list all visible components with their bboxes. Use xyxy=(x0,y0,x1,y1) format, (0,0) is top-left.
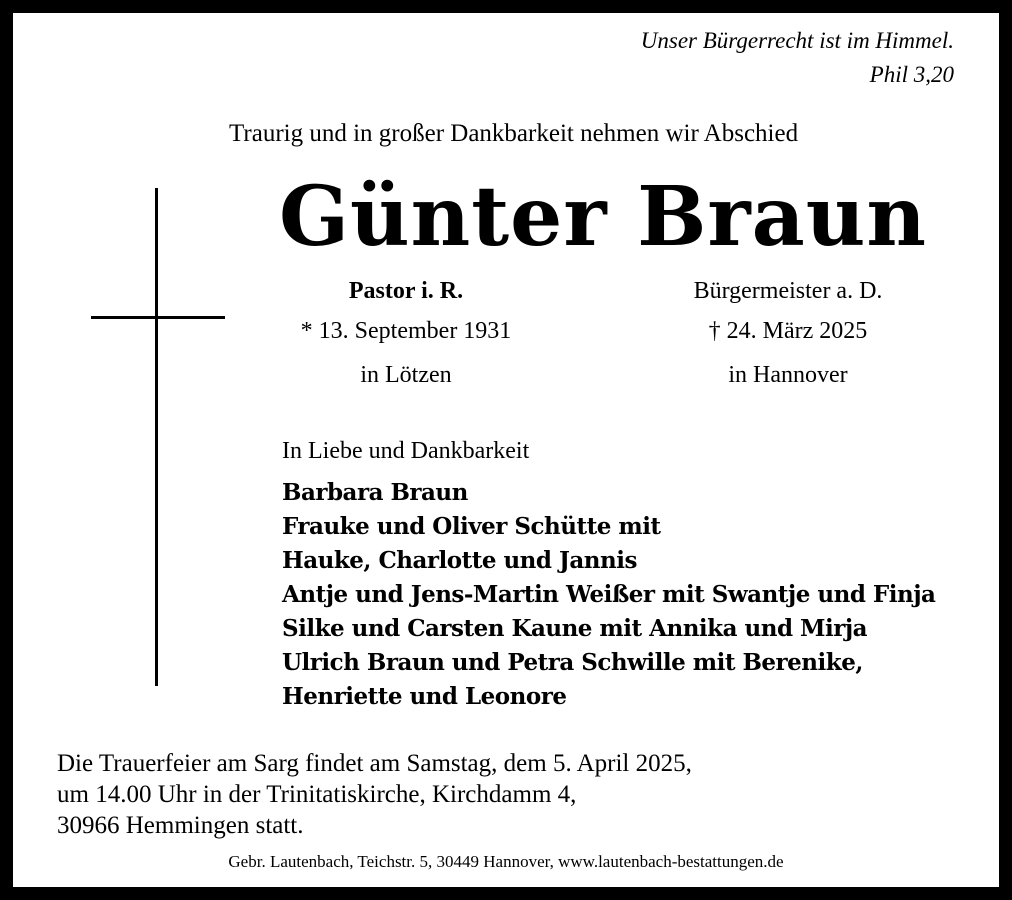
mourners-list xyxy=(282,476,935,714)
birth-date: * 13. September 1931 xyxy=(300,318,512,344)
title-right: Bürgermeister a. D. xyxy=(693,278,883,304)
title-left: Pastor i. R. xyxy=(348,278,464,304)
intro-text: Traurig und in großer Dankbarkeit nehmen wir Abschied xyxy=(229,120,799,147)
cross-icon-bar xyxy=(91,316,225,319)
death-place: in Hannover xyxy=(728,362,848,388)
mourner-line: Silke und Carsten Kaune mit Annika und Mirja xyxy=(282,615,868,642)
mourner-line: Frauke und Oliver Schütte mit xyxy=(282,513,661,540)
mourners-intro: In Liebe und Dankbarkeit xyxy=(282,438,530,464)
bible-verse-reference: Phil 3,20 xyxy=(869,62,954,87)
cross-icon xyxy=(155,188,158,686)
bible-verse: Unser Bürgerrecht ist im Himmel. xyxy=(640,28,954,53)
birth-place: in Lötzen xyxy=(360,362,452,388)
death-date: † 24. März 2025 xyxy=(708,318,868,344)
funeral-service-info xyxy=(57,748,692,841)
service-line: Die Trauerfeier am Sarg findet am Samstag, dem 5. April 2025, xyxy=(57,750,692,777)
funeral-home-footer: Gebr. Lautenbach, Teichstr. 5, 30449 Hannover, www.lautenbach-bestattungen.de xyxy=(228,852,784,871)
service-line: um 14.00 Uhr in der Trinitatiskirche, Kirchdamm 4, xyxy=(57,781,577,808)
mourner-line: Ulrich Braun und Petra Schwille mit Berenike, xyxy=(282,649,863,676)
mourner-line: Barbara Braun xyxy=(282,479,468,506)
mourner-line: Antje und Jens-Martin Weißer mit Swantje und Finja xyxy=(282,581,936,608)
deceased-name: Günter Braun xyxy=(279,169,927,265)
mourner-line: Hauke, Charlotte und Jannis xyxy=(282,547,637,574)
service-line: 30966 Hemmingen statt. xyxy=(57,812,304,839)
mourner-line: Henriette und Leonore xyxy=(282,683,567,710)
